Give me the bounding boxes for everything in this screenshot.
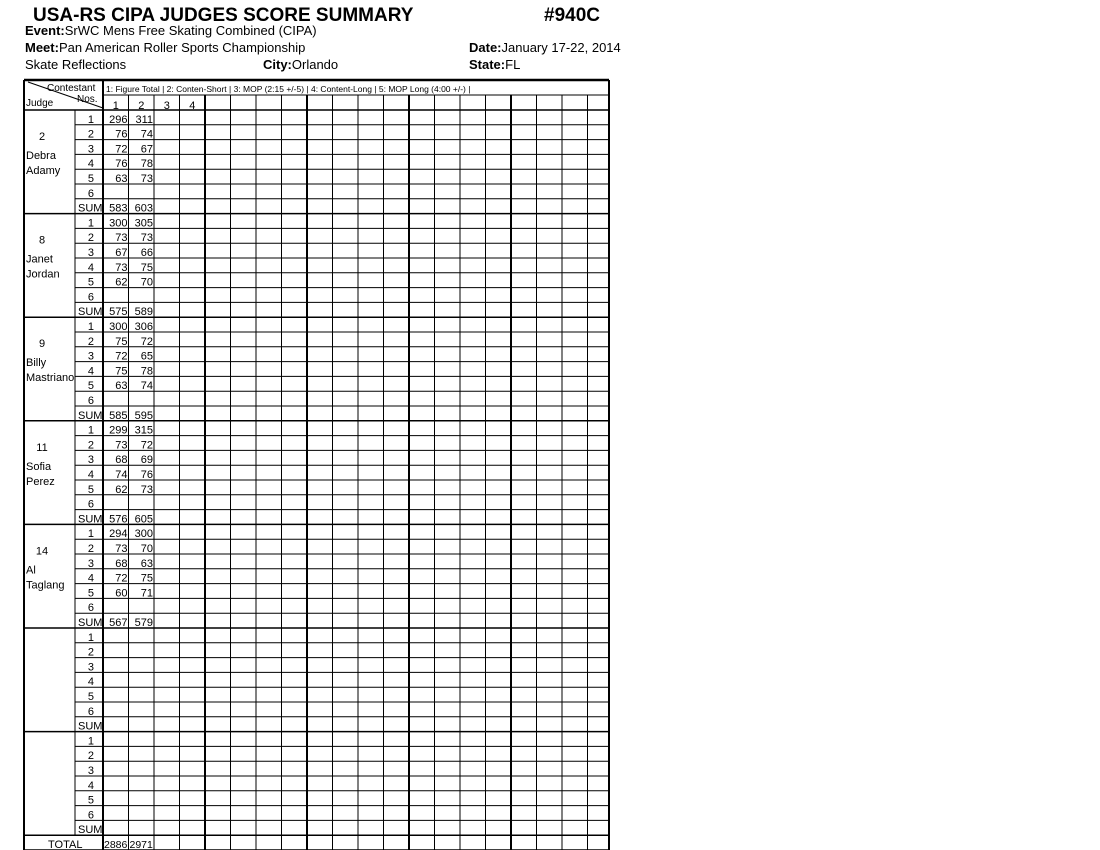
judge-number: 8: [38, 234, 46, 247]
row-label: 3: [87, 454, 94, 467]
row-label: 2: [87, 335, 94, 348]
row-label: 1: [87, 321, 94, 333]
score-cell: 74: [115, 469, 128, 481]
row-label: SUM: [78, 513, 103, 526]
score-cell: 78: [140, 365, 153, 378]
score-cell: 72: [140, 335, 153, 348]
row-label: 6: [87, 602, 94, 615]
event-label: Event:: [25, 23, 65, 38]
row-label: 1: [87, 631, 94, 644]
judge-number: 14: [35, 545, 49, 558]
row-label: 4: [87, 779, 94, 792]
score-cell: 76: [115, 128, 128, 141]
row-label: 6: [87, 395, 94, 407]
row-label: 1: [87, 424, 94, 437]
row-label: 1: [87, 217, 94, 230]
row-label: 3: [87, 350, 94, 363]
row-label: 6: [87, 187, 94, 200]
contestant-number: 1: [112, 100, 119, 112]
score-cell: 68: [115, 454, 128, 467]
score-cell: 76: [115, 158, 128, 171]
row-label: 3: [87, 765, 94, 777]
score-cell: 62: [115, 276, 128, 289]
judge-number: 2: [38, 131, 46, 143]
score-cell: 73: [115, 543, 128, 555]
score-cell: 70: [140, 543, 153, 555]
score-cell: 73: [140, 173, 153, 185]
contestant-number: 3: [163, 100, 170, 112]
score-cell: 73: [115, 261, 128, 274]
form-number: #940C: [544, 5, 600, 26]
score-cell: 74: [140, 380, 153, 393]
row-label: 4: [87, 676, 94, 689]
row-label: SUM: [78, 409, 103, 422]
score-cell: 71: [140, 587, 153, 600]
judge-last-name: Taglang: [26, 579, 65, 592]
row-label: 5: [87, 794, 94, 807]
row-label: 2: [87, 646, 94, 659]
row-label: 2: [87, 543, 94, 555]
row-label: SUM: [78, 306, 103, 319]
total-label: TOTAL: [48, 839, 83, 850]
column-legend: 1: Figure Total | 2: Conten-Short | 3: MOP (2:15 +/-5) | 4: Content-Long | 5: MOP Long (4:00 +/-) |: [106, 84, 471, 94]
score-cell: 306: [134, 321, 153, 333]
score-cell: 585: [109, 409, 128, 422]
row-label: 1: [87, 113, 94, 126]
score-cell: 299: [109, 424, 128, 437]
judge-last-name: Adamy: [26, 165, 61, 177]
score-cell: 78: [140, 158, 153, 171]
score-cell: 73: [115, 439, 128, 452]
score-cell: 605: [134, 513, 153, 526]
contestant-number: 2: [138, 100, 145, 112]
city-label: City:: [263, 57, 292, 72]
contestant-label: Contestant: [47, 83, 96, 94]
score-cell: 305: [134, 217, 153, 230]
date-label: Date:: [469, 40, 502, 55]
row-label: 4: [87, 261, 94, 274]
meet-value: Pan American Roller Sports Championship: [58, 40, 306, 55]
row-label: 3: [87, 661, 94, 674]
score-cell: 74: [140, 128, 153, 141]
date-value: January 17-22, 2014: [501, 40, 621, 55]
score-cell: 311: [135, 113, 153, 126]
row-label: 4: [87, 158, 94, 171]
row-label: 5: [87, 380, 94, 393]
row-label: 1: [87, 735, 94, 748]
row-label: 5: [87, 483, 94, 496]
row-label: 5: [87, 691, 94, 703]
row-label: 3: [87, 247, 94, 259]
score-cell: 579: [134, 617, 153, 629]
total-value: 2971: [129, 839, 153, 850]
score-cell: 63: [115, 380, 128, 393]
row-label: 6: [87, 498, 94, 511]
contestant-number: 4: [189, 100, 196, 112]
score-cell: 67: [115, 247, 128, 259]
event-value: SrWC Mens Free Skating Combined (CIPA): [64, 23, 317, 38]
score-cell: 69: [140, 454, 153, 467]
state-value: FL: [505, 57, 521, 72]
row-label: 6: [87, 291, 94, 304]
score-cell: 67: [140, 143, 153, 156]
score-cell: 72: [115, 572, 128, 585]
score-cell: 576: [109, 513, 128, 526]
score-cell: 315: [134, 424, 153, 437]
meet-label: Meet:: [25, 40, 59, 55]
score-cell: 300: [109, 321, 128, 333]
row-label: 6: [87, 809, 94, 822]
score-cell: 73: [140, 483, 153, 496]
score-cell: 75: [115, 365, 128, 378]
score-cell: 575: [109, 306, 128, 319]
score-cell: 60: [115, 587, 128, 600]
row-label: SUM: [78, 720, 103, 733]
score-cell: 300: [134, 528, 153, 541]
score-cell: 589: [134, 306, 153, 319]
row-label: 4: [87, 469, 94, 481]
judge-first-name: Debra: [26, 150, 56, 162]
judge-first-name: Sofia: [26, 460, 52, 473]
row-label: 2: [87, 128, 94, 141]
venue: Skate Reflections: [25, 57, 127, 72]
score-cell: 70: [140, 276, 153, 289]
judge-first-name: Billy: [26, 357, 47, 370]
score-cell: 603: [134, 202, 153, 215]
score-cell: 294: [109, 528, 128, 541]
judge-label: Judge: [26, 98, 54, 109]
score-cell: 75: [140, 572, 153, 585]
city-value: Orlando: [291, 57, 339, 72]
score-cell: 65: [140, 350, 153, 363]
row-label: 6: [87, 705, 94, 718]
row-label: 1: [87, 528, 94, 541]
score-cell: 75: [140, 261, 153, 274]
row-label: 5: [87, 276, 94, 289]
nos-label: Nos.: [77, 94, 98, 105]
judge-last-name: Mastriano: [26, 372, 75, 385]
row-label: 4: [87, 365, 94, 378]
row-label: 5: [87, 587, 94, 600]
judge-number: 9: [38, 338, 46, 351]
judge-last-name: Perez: [26, 475, 55, 488]
score-cell: 75: [115, 335, 128, 348]
row-label: 2: [87, 750, 94, 763]
row-label: 3: [87, 143, 94, 156]
page-title: USA-RS CIPA JUDGES SCORE SUMMARY: [33, 5, 414, 26]
score-cell: 63: [115, 173, 128, 185]
judge-first-name: Al: [26, 564, 36, 577]
score-cell: 73: [140, 232, 153, 245]
row-label: SUM: [78, 617, 103, 629]
score-cell: 73: [115, 232, 128, 245]
score-cell: 300: [109, 217, 128, 230]
score-cell: 63: [140, 557, 153, 570]
score-cell: 296: [109, 113, 128, 126]
row-label: 3: [87, 557, 94, 570]
score-cell: 72: [115, 143, 128, 156]
row-label: SUM: [78, 824, 103, 837]
score-cell: 567: [109, 617, 128, 629]
judge-last-name: Jordan: [26, 268, 60, 281]
score-cell: 595: [134, 409, 153, 422]
score-cell: 66: [140, 247, 153, 259]
row-label: 2: [87, 232, 94, 245]
score-cell: 76: [140, 469, 153, 481]
score-cell: 72: [115, 350, 128, 363]
score-cell: 72: [140, 439, 153, 452]
score-cell: 583: [109, 202, 128, 215]
total-value: 2886: [104, 839, 128, 850]
row-label: 4: [87, 572, 94, 585]
row-label: 2: [87, 439, 94, 452]
score-cell: 62: [115, 483, 128, 496]
row-label: 5: [87, 173, 94, 185]
score-cell: 68: [115, 557, 128, 570]
judge-first-name: Janet: [26, 253, 53, 266]
state-label: State:: [469, 57, 506, 72]
judge-number: 11: [36, 441, 48, 454]
row-label: SUM: [78, 202, 103, 215]
